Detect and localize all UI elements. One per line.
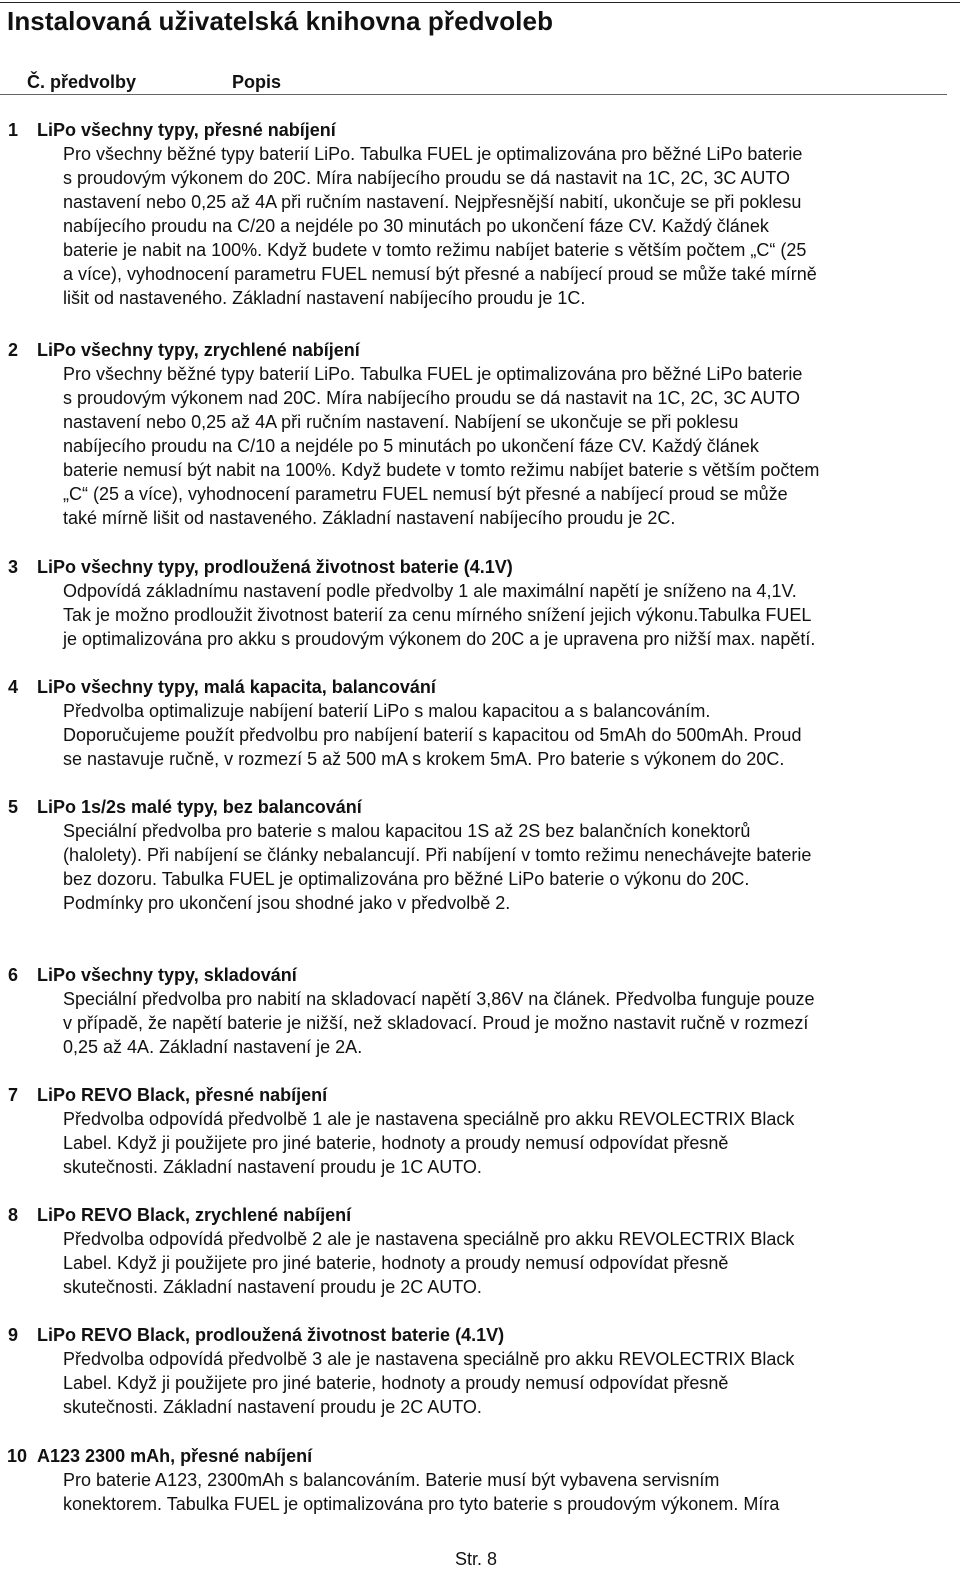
preset-description <box>63 579 815 651</box>
description-line: nastavení nebo 0,25 až 4A při ručním nastavení. Nejpřesnější nabití, ukončuje se při poklesu <box>63 192 802 212</box>
description-line: s proudovým výkonem do 20C. Míra nabíjecího proudu se dá nastavit na 1C, 2C, 3C AUTO <box>63 168 791 188</box>
preset-description <box>63 987 815 1059</box>
preset-description <box>63 1347 794 1419</box>
preset-number: 7 <box>8 1085 19 1105</box>
description-line: Label. Když ji použijete pro jiné baterie, hodnoty a proudy nemusí odpovídat přesně <box>63 1133 729 1153</box>
preset-title: LiPo všechny typy, zrychlené nabíjení <box>37 340 360 360</box>
preset-title: LiPo všechny typy, prodloužená životnost baterie (4.1V) <box>37 557 513 577</box>
description-line: Předvolba odpovídá předvolbě 2 ale je nastavena speciálně pro akku REVOLECTRIX Black <box>63 1229 795 1249</box>
preset-description <box>63 1227 794 1299</box>
description-line: lišit od nastaveného. Základní nastavení nabíjecího proudu je 1C. <box>63 288 586 308</box>
description-line: a více), vyhodnocení parametru FUEL nemusí být přesné a nabíjecí proud se může také mírně <box>63 264 817 284</box>
preset-description <box>63 142 817 310</box>
description-line: konektorem. Tabulka FUEL je optimalizována pro tyto baterie s proudovým výkonem. Míra <box>63 1494 780 1514</box>
description-line: (halolety). Při nabíjení se články nebalancují. Při nabíjení v tomto režimu nenechávejte baterie <box>63 845 812 865</box>
description-line: Podmínky pro ukončení jsou shodné jako v předvolbě 2. <box>63 893 511 913</box>
description-line: Pro všechny běžné typy baterií LiPo. Tabulka FUEL je optimalizována pro běžné LiPo baterie <box>63 364 803 384</box>
preset-description <box>63 819 811 915</box>
preset-title: A123 2300 mAh, přesné nabíjení <box>37 1446 313 1466</box>
description-line: Doporučujeme použít předvolbu pro nabíjení baterií s kapacitou od 5mAh do 500mAh. Proud <box>63 725 802 745</box>
description-line: 0,25 až 4A. Základní nastavení je 2A. <box>63 1037 363 1057</box>
description-line: nabíjecího proudu na C/20 a nejdéle po 30 minutách po ukončení fáze CV. Každý článek <box>63 216 769 236</box>
table-header <box>0 70 947 95</box>
column-header-description: Popis <box>232 72 282 92</box>
description-line: Pro všechny běžné typy baterií LiPo. Tabulka FUEL je optimalizována pro běžné LiPo baterie <box>63 144 803 164</box>
preset-description <box>63 1468 779 1516</box>
preset-title: LiPo všechny typy, malá kapacita, balancování <box>37 677 436 697</box>
preset-description <box>63 1107 794 1179</box>
page-title: Instalovaná uživatelská knihovna předvoleb <box>7 6 554 36</box>
description-line: Předvolba optimalizuje nabíjení baterií LiPo s malou kapacitou a s balancováním. <box>63 701 711 721</box>
preset-number: 10 <box>7 1446 28 1466</box>
preset-number: 8 <box>8 1205 19 1225</box>
description-line: baterie nemusí být nabit na 100%. Když budete v tomto režimu nabíjet baterie s větším počtem <box>63 460 820 480</box>
description-line: Label. Když ji použijete pro jiné baterie, hodnoty a proudy nemusí odpovídat přesně <box>63 1253 729 1273</box>
description-line: Speciální předvolba pro nabití na skladovací napětí 3,86V na článek. Předvolba funguje pouze <box>63 989 815 1009</box>
page-number: Str. 8 <box>455 1549 498 1569</box>
preset-number: 9 <box>8 1325 19 1345</box>
description-line: Label. Když ji použijete pro jiné baterie, hodnoty a proudy nemusí odpovídat přesně <box>63 1373 729 1393</box>
description-line: nastavení nebo 0,25 až 4A při ručním nastavení. Nabíjení se ukončuje se při poklesu <box>63 412 739 432</box>
description-line: Odpovídá základnímu nastavení podle předvolby 1 ale maximální napětí je sníženo na 4,1V. <box>63 581 797 601</box>
description-line: se nastavuje ručně, v rozmezí 5 až 500 mA s krokem 5mA. Pro baterie s výkonem do 20C. <box>63 749 785 769</box>
preset-description <box>63 362 819 530</box>
preset-number: 4 <box>8 677 19 697</box>
preset-title: LiPo REVO Black, přesné nabíjení <box>37 1085 328 1105</box>
top-rule <box>0 2 960 3</box>
preset-title: LiPo REVO Black, prodloužená životnost baterie (4.1V) <box>37 1325 505 1345</box>
preset-number: 1 <box>8 120 19 140</box>
description-line: „C“ (25 a více), vyhodnocení parametru FUEL nemusí být přesné a nabíjecí proud se může <box>63 484 788 504</box>
description-line: bez dozoru. Tabulka FUEL je optimalizována pro běžné LiPo baterie o výkonu do 20C. <box>63 869 750 889</box>
description-line: baterie je nabit na 100%. Když budete v tomto režimu nabíjet baterie s větším počtem „C“ (25 <box>63 240 807 260</box>
preset-number: 3 <box>8 557 19 577</box>
description-line: skutečnosti. Základní nastavení proudu je 2C AUTO. <box>63 1397 482 1417</box>
description-line: také mírně lišit od nastaveného. Základní nastavení nabíjecího proudu je 2C. <box>63 508 676 528</box>
preset-title: LiPo všechny typy, přesné nabíjení <box>37 120 336 140</box>
description-line: nabíjecího proudu na C/10 a nejdéle po 5 minutách po ukončení fáze CV. Každý článek <box>63 436 759 456</box>
preset-title: LiPo 1s/2s malé typy, bez balancování <box>37 797 362 817</box>
description-line: skutečnosti. Základní nastavení proudu je 2C AUTO. <box>63 1277 482 1297</box>
description-line: s proudovým výkonem nad 20C. Míra nabíjecího proudu se dá nastavit na 1C, 2C, 3C AUTO <box>63 388 801 408</box>
description-line: v případě, že napětí baterie je nižší, než skladovací. Proud je možno nastavit ručně v rozmezí <box>63 1013 809 1033</box>
preset-number: 5 <box>8 797 19 817</box>
description-line: skutečnosti. Základní nastavení proudu je 1C AUTO. <box>63 1157 482 1177</box>
preset-description <box>63 699 801 771</box>
description-line: Pro baterie A123, 2300mAh s balancováním. Baterie musí být vybavena servisním <box>63 1470 720 1490</box>
preset-number: 2 <box>8 340 19 360</box>
description-line: Tak je možno prodloužit životnost baterií za cenu mírného snížení jejich výkonu.Tabulka FUEL <box>63 605 812 625</box>
preset-title: LiPo všechny typy, skladování <box>37 965 297 985</box>
description-line: Speciální předvolba pro baterie s malou kapacitou 1S až 2S bez balančních konektorů <box>63 821 751 841</box>
description-line: Předvolba odpovídá předvolbě 3 ale je nastavena speciálně pro akku REVOLECTRIX Black <box>63 1349 795 1369</box>
preset-title: LiPo REVO Black, zrychlené nabíjení <box>37 1205 352 1225</box>
description-line: je optimalizována pro akku s proudovým výkonem do 20C a je upravena pro nižší max. napětí. <box>63 629 816 649</box>
column-header-number: Č. předvolby <box>27 72 137 92</box>
preset-number: 6 <box>8 965 19 985</box>
description-line: Předvolba odpovídá předvolbě 1 ale je nastavena speciálně pro akku REVOLECTRIX Black <box>63 1109 795 1129</box>
